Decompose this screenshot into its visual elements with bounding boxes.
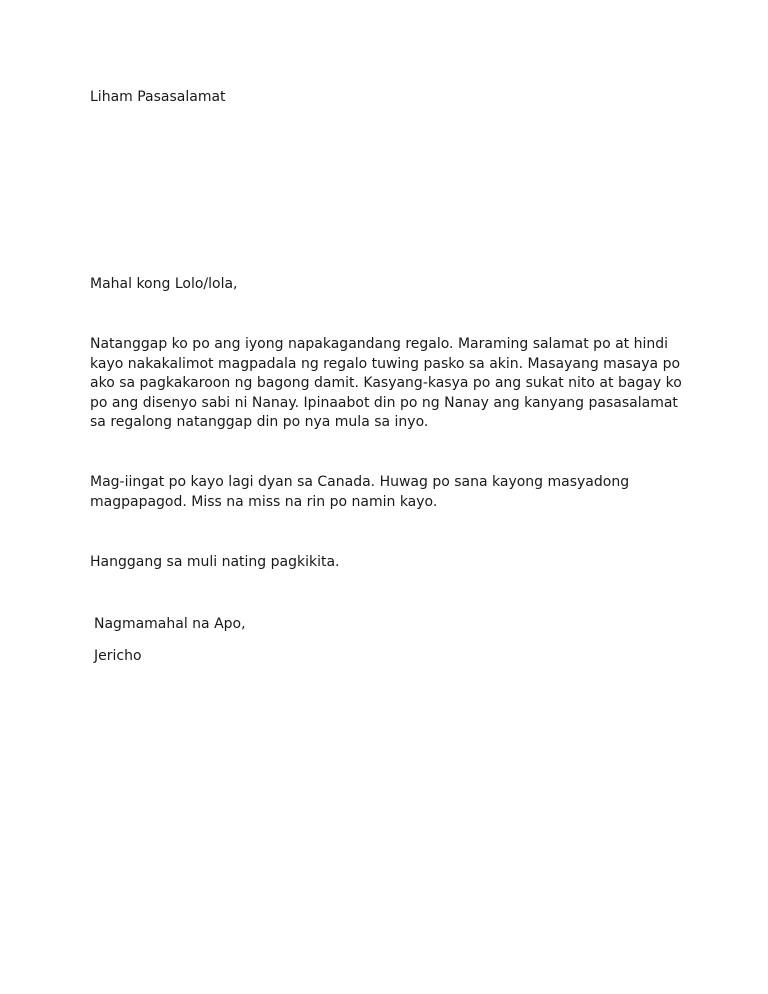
letter-title: Liham Pasasalamat [90,89,226,105]
signoff: Nagmamahal na Apo, [94,616,246,632]
salutation: Mahal kong Lolo/lola, [90,276,238,292]
body-paragraph-1: Natanggap ko po ang iyong napakagandang regalo. Maraming salamat po at hindi kayo nakakalimot magpadala ng regalo tuwing pasko sa akin. Masayang masaya po ako sa pagkakaroon ng bagong damit. Kasyang-kasya po ang sukat nito at bagay ko po ang disenyo sabi ni Nanay. Ipinaabot din po ng Nanay ang kanyang pasasalamat sa regalong natanggap din po nya mula sa inyo. [90,336,682,430]
body-paragraph-2: Mag-iingat po kayo lagi dyan sa Canada. Huwag po sana kayong masyadong magpapagod. Miss na miss na rin po namin kayo. [90,474,630,510]
signature: Jericho [94,648,142,664]
closing-line: Hanggang sa muli nating pagkikita. [90,554,340,570]
